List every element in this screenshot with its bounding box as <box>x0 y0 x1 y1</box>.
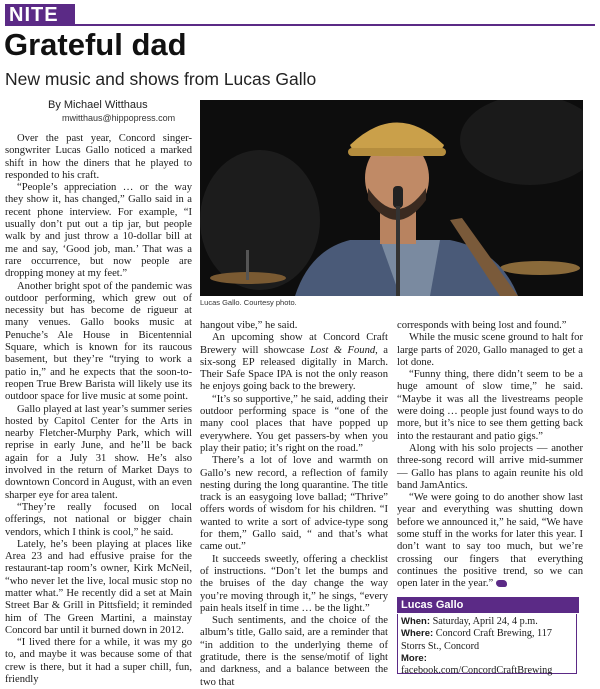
where-value: Concord Craft Brewing, 117 Storrs St., Concord <box>401 628 552 652</box>
paragraph: Over the past year, Concord singer-songwriter Lucas Gallo noticed a marked shift in how the diners that he played to responded to his craft. <box>5 133 192 181</box>
text: An upcoming show at Concord Craft Brewery will showcase <box>200 332 388 356</box>
paragraph: Gallo played at last year’s summer series hosted by Capitol Center for the Arts in nearby Fletcher-Murphy Park, which will reprise in early June, and he’ll be back again for a July 31 show. He’s also involved in the return of Market Days to downtown Concord in August, with an even sharper eye for area talent. <box>5 403 192 501</box>
headline: Grateful dad <box>4 27 187 62</box>
paragraph: hangout vibe,” he said. <box>200 320 298 331</box>
more-label: More: <box>401 652 427 664</box>
article-column-1 <box>5 133 192 686</box>
when-label: When: <box>401 616 431 627</box>
paragraph: Such sentiments, and the choice of the album’s title, Gallo said, are a reminder that “in addition to the underlying theme of gratitude, there is the sense/motif of light and darkness, and a balance between the two that <box>200 615 388 688</box>
info-box-header <box>397 597 579 613</box>
paragraph: There’s a lot of love and warmth on Gallo’s new record, a reflection of family nesting during the long quarantine. The title track is an easygoing love ballad; “Thrive” offers words of wisdom for his children. “I wanted to write a sort of advice-type song for them,” Gallo said, “ and that’s what came out.” <box>200 455 388 553</box>
section-rule <box>75 24 595 26</box>
event-more <box>401 653 573 678</box>
end-mark-icon <box>496 580 507 587</box>
where-label: Where: <box>401 628 434 640</box>
section-label-text: NITE <box>9 4 59 26</box>
event-info-box <box>397 597 579 676</box>
paragraph: It succeeds sweetly, offering a checklist of instructions. “Don’t let the bumps and the bruises of the day change the way you’re moving through it,” he sings, “every pain heals itself in time … be the light.” <box>200 553 388 614</box>
paragraph: Another bright spot of the pandemic was outdoor performing, which grew out of necessity but has become de rigueur at many venues. Gallo books music at Penuche’s Ale House in Bicentennial Square, which is known for its raucous basement, but they’re “trying to work a patio in,” and he expects that the soon-to-reopen True Brew Barista will likely use its outdoor space for live music at some point. <box>5 280 192 403</box>
paragraph: “I lived there for a while, it was my go to, and maybe it was because some of that crew is there, but it had a super chill, fun, friendly <box>5 637 192 686</box>
more-link[interactable]: facebook.com/ConcordCraftBrewing <box>401 665 553 677</box>
paragraph: “Funny thing, there didn’t seem to be a huge amount of slow time,” he said. “Maybe it was all the livestreams people were doing … people just found ways to do more, but it’s nice to see them getting back into the restaurant and patio gigs.” <box>397 369 583 442</box>
album-title: Lost & Found <box>310 344 376 356</box>
paragraph: corresponds with being lost and found.” <box>397 320 567 331</box>
paragraph: Along with his solo projects — another three-song record will arrive mid-summer — Gallo has plans to again reunite his old band JamAntics. <box>397 442 583 491</box>
paragraph: “It’s so supportive,” he said, adding their outdoor performing space is “one of the many cool places that have popped up everywhere. You get passers-by when you play their patio; it’s right on the road.” <box>200 393 388 454</box>
paragraph: “People’s appreciation … or the way they show it, has changed,” Gallo said in a recent phone interview. For example, “I usually don’t put out a tip jar, but people walk by and just throw a 10-dollar bill at me and say, ‘Good job, man.’ That was a rare occurrence, but now people are dropping money at my feet.” <box>5 182 192 280</box>
deck: New music and shows from Lucas Gallo <box>5 69 317 89</box>
byline: By Michael Witthaus <box>48 99 148 111</box>
article-photo <box>200 100 583 296</box>
info-box-title: Lucas Gallo <box>401 599 464 611</box>
photo-caption: Lucas Gallo. Courtesy photo. <box>200 298 297 307</box>
section-label <box>5 4 75 26</box>
article-column-2 <box>200 320 388 689</box>
text: , a six-song EP released digitally in March. Their Safe Space IPA is not the only reason he enjoys going back to the brewery. <box>200 344 389 393</box>
event-where <box>401 628 573 653</box>
paragraph: “They’re really focused on local offerings, not national or bigger chain vendors, which I think is cool,” he said. <box>5 501 192 538</box>
text: “We were going to do another show last year and everything was shutting down before we announced it,” he said, “We have some stuff in the works for later this year. I don’t want to say too much, but we’re crossing our fingers that everything continues the positive trend, so we can open later in the year.” <box>397 492 583 590</box>
info-box-body <box>397 614 577 677</box>
paragraph: Lately, he’s been playing at places like Area 23 and had effusive praise for the restaurant-tap room’s owner, Kirk McNeil, “who never let the live, local music stop no matter what.” He recently did a set at Main Street Bar & Grill in Pittsfield; it reminded him of The Green Martini, a mainstay Concord bar until it burned down in 2012. <box>5 538 192 636</box>
paragraph: While the music scene ground to halt for large parts of 2020, Gallo managed to get a lot done. <box>397 332 583 368</box>
when-value: Saturday, April 24, 4 p.m. <box>432 616 538 627</box>
event-when <box>401 616 573 628</box>
article-column-3 <box>397 320 583 591</box>
photo-illustration <box>200 100 583 296</box>
paragraph <box>200 332 388 393</box>
paragraph <box>397 492 583 590</box>
byline-email: mwitthaus@hippopress.com <box>62 113 176 123</box>
